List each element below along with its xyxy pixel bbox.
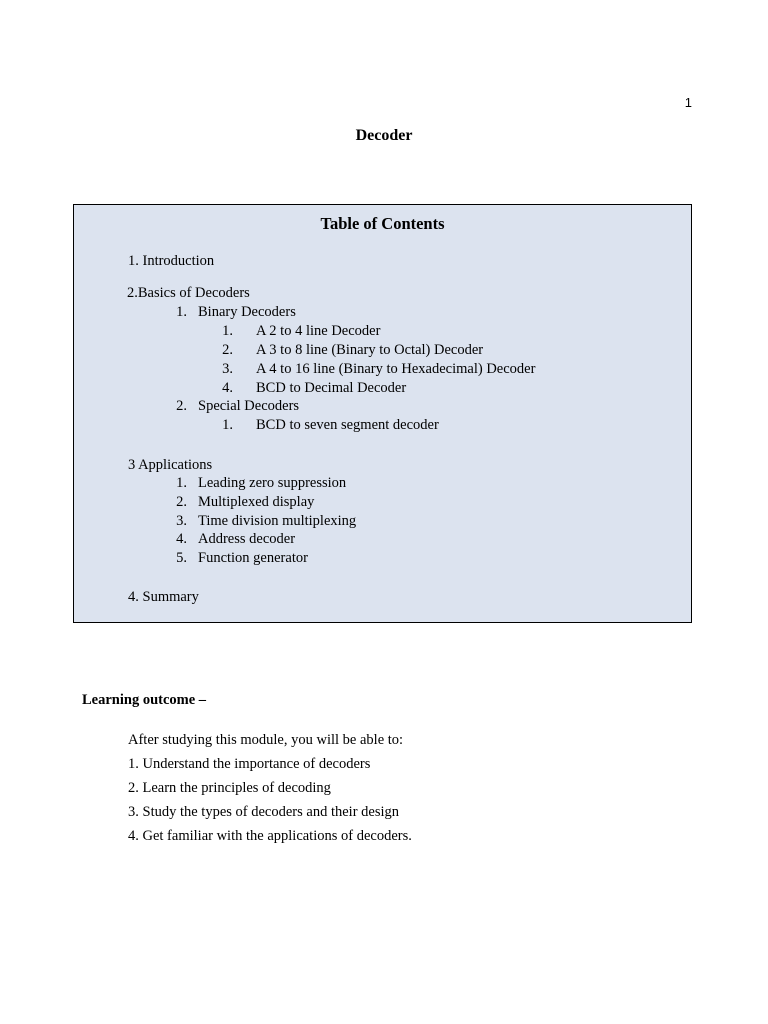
toc-applications: 3 Applications: [128, 457, 213, 473]
learning-outcome-item: 1. Understand the importance of decoders: [128, 756, 371, 772]
toc-item-label: Leading zero suppression: [198, 475, 347, 491]
toc-summary: 4. Summary: [128, 589, 199, 605]
toc-basics: 2.Basics of Decoders: [127, 285, 250, 301]
toc-heading: Table of Contents: [320, 214, 445, 233]
toc-item-label: Special Decoders: [198, 398, 300, 414]
toc-item-label: BCD to Decimal Decoder: [256, 380, 407, 396]
toc-item-label: BCD to seven segment decoder: [256, 417, 439, 433]
toc-item-label: A 2 to 4 line Decoder: [256, 323, 381, 339]
toc-item-label: Multiplexed display: [198, 494, 315, 510]
learning-outcome-item: 2. Learn the principles of decoding: [128, 780, 331, 796]
toc-item-number: 5.: [176, 550, 187, 566]
toc-item-number: 4.: [176, 531, 187, 547]
toc-item-number: 4.: [222, 380, 233, 396]
toc-item-number: 3.: [222, 361, 233, 377]
table-of-contents-box: [73, 204, 692, 623]
learning-outcome-intro: After studying this module, you will be able to:: [128, 732, 404, 748]
page-number: 1: [684, 95, 692, 110]
toc-item-label: A 4 to 16 line (Binary to Hexadecimal) Decoder: [256, 361, 536, 377]
toc-item-number: 1.: [176, 304, 187, 320]
toc-item-label: Time division multiplexing: [198, 513, 357, 529]
learning-outcome-item: 3. Study the types of decoders and their design: [128, 804, 400, 820]
toc-item-label: Address decoder: [198, 531, 296, 547]
toc-item-label: A 3 to 8 line (Binary to Octal) Decoder: [256, 342, 484, 358]
toc-item-number: 2.: [176, 494, 187, 510]
toc-item-number: 1.: [222, 417, 233, 433]
toc-item-number: 1.: [176, 475, 187, 491]
toc-item-number: 3.: [176, 513, 187, 529]
learning-outcome-item: 4. Get familiar with the applications of decoders.: [128, 828, 412, 844]
learning-outcome-heading: Learning outcome –: [82, 692, 207, 708]
toc-introduction: 1. Introduction: [128, 253, 215, 269]
document-title: Decoder: [355, 127, 413, 144]
toc-item-number: 2.: [176, 398, 187, 414]
toc-item-label: Function generator: [198, 550, 308, 566]
toc-item-label: Binary Decoders: [198, 304, 296, 320]
toc-item-number: 2.: [222, 342, 233, 358]
toc-item-number: 1.: [222, 323, 233, 339]
